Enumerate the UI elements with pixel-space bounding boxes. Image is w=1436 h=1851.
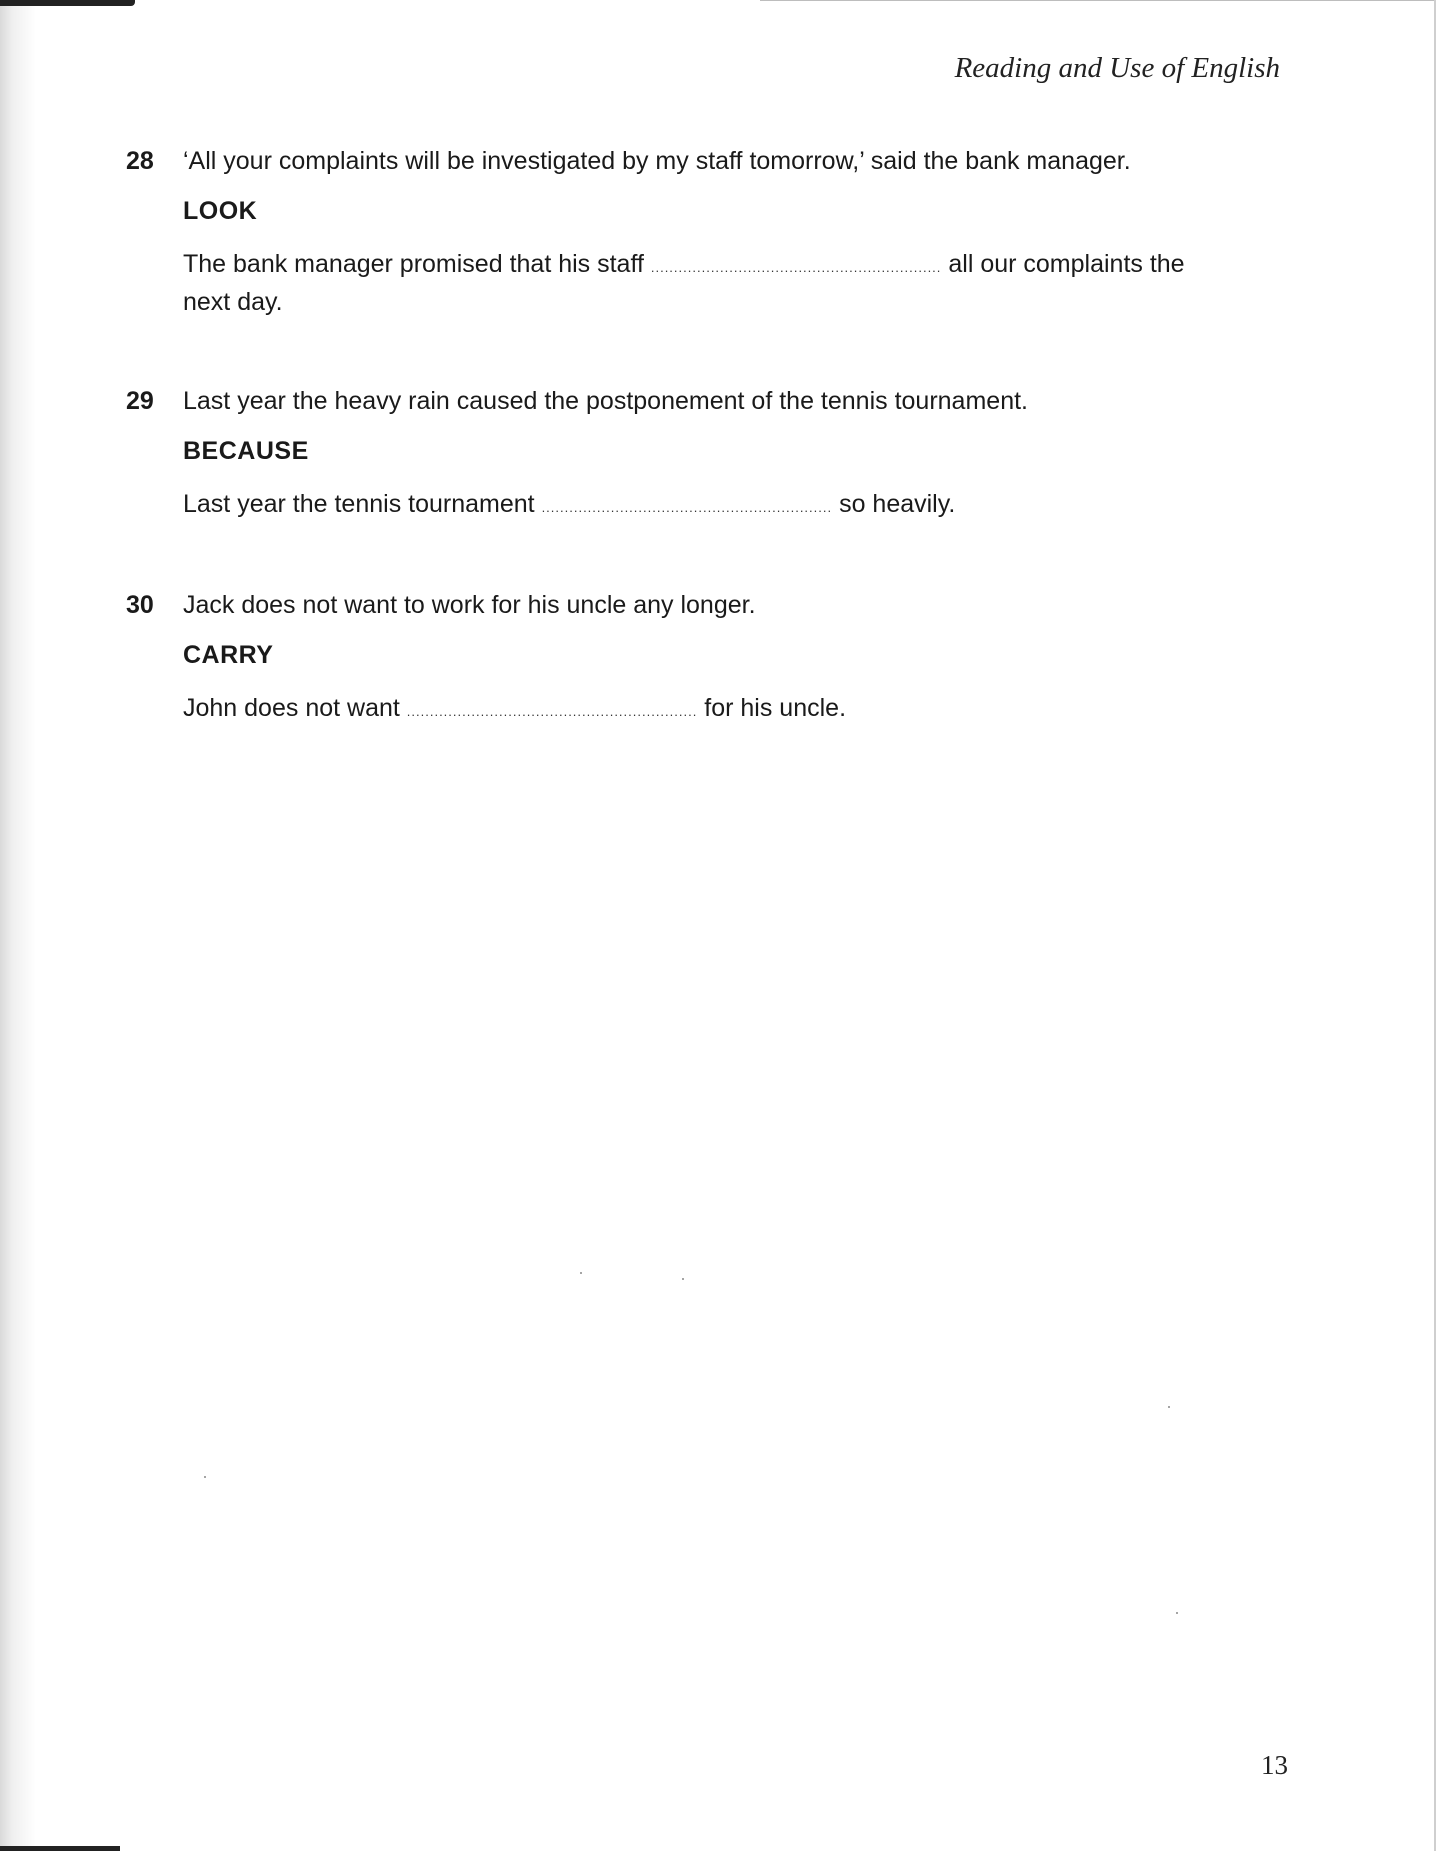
question-number: 28	[126, 147, 154, 175]
answer-after-gap: all our complaints the	[948, 250, 1185, 278]
question-number: 29	[126, 387, 154, 415]
answer-gap[interactable]: ...............................................................	[541, 500, 833, 515]
scan-speck	[580, 1272, 582, 1274]
answer-sentence	[183, 247, 1283, 319]
question-stem: ‘All your complaints will be investigated by my staff tomorrow,’ said the bank manager.	[183, 147, 1131, 175]
answer-before-gap: The bank manager promised that his staff	[183, 250, 644, 278]
answer-before-gap: Last year the tennis tournament	[183, 490, 535, 518]
scan-speck	[1168, 1406, 1170, 1408]
answer-sentence	[183, 691, 1283, 729]
scan-speck	[204, 1476, 206, 1478]
answer-continuation: next day.	[183, 288, 283, 316]
question-number: 30	[126, 591, 154, 619]
question-stem: Jack does not want to work for his uncle any longer.	[183, 591, 756, 619]
scan-edge-mark	[0, 1846, 120, 1851]
answer-before-gap: John does not want	[183, 694, 400, 722]
answer-gap[interactable]: ...............................................................	[650, 260, 942, 275]
scan-edge-mark	[0, 0, 135, 6]
answer-gap[interactable]: ...............................................................	[406, 704, 698, 719]
page-binding-shadow	[0, 0, 36, 1851]
answer-after-gap: for his uncle.	[704, 694, 847, 722]
answer-after-gap: so heavily.	[839, 490, 956, 518]
page-number: 13	[1261, 1750, 1288, 1780]
scan-edge-line	[760, 0, 1436, 1]
scan-speck	[1176, 1612, 1178, 1614]
question-keyword: CARRY	[183, 641, 274, 669]
scan-speck	[682, 1278, 684, 1280]
question-keyword: BECAUSE	[183, 437, 309, 465]
running-head: Reading and Use of English	[954, 52, 1280, 84]
question-keyword: LOOK	[183, 197, 258, 225]
answer-sentence	[183, 487, 1283, 525]
question-stem: Last year the heavy rain caused the postponement of the tennis tournament.	[183, 387, 1028, 415]
